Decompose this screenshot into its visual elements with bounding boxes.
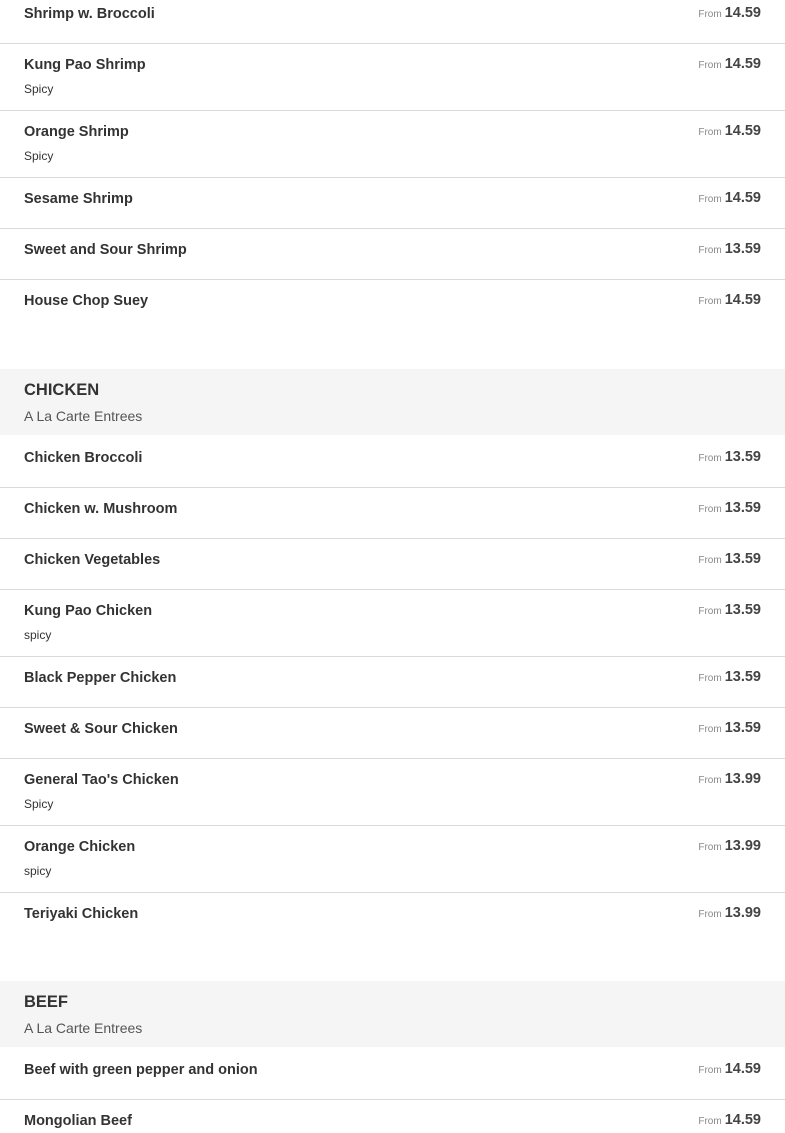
menu-item[interactable] xyxy=(0,590,785,657)
item-price-group xyxy=(698,449,761,467)
from-label: From xyxy=(698,453,722,464)
from-label: From xyxy=(698,1065,722,1076)
item-price: 14.59 xyxy=(724,1061,761,1077)
item-price-group xyxy=(698,241,761,259)
item-price: 14.59 xyxy=(724,1112,761,1128)
item-name: Chicken Vegetables xyxy=(24,552,161,568)
menu-item[interactable] xyxy=(0,111,785,178)
beef-item-list xyxy=(0,1049,785,1133)
item-price: 14.59 xyxy=(724,5,761,21)
chicken-item-list xyxy=(0,437,785,944)
item-price: 14.59 xyxy=(724,123,761,139)
item-price-group xyxy=(698,771,761,789)
menu-item[interactable] xyxy=(0,44,785,111)
from-label: From xyxy=(698,909,722,920)
item-name: Sweet & Sour Chicken xyxy=(24,721,178,737)
item-price: 13.99 xyxy=(724,771,761,787)
menu-item[interactable] xyxy=(0,893,785,944)
item-name: Sweet and Sour Shrimp xyxy=(24,242,187,258)
item-price-group xyxy=(698,1112,761,1130)
item-price-group xyxy=(698,905,761,923)
menu-item[interactable] xyxy=(0,539,785,590)
item-price-group xyxy=(698,669,761,687)
section-title: BEEF xyxy=(24,993,69,1011)
item-price: 13.99 xyxy=(724,838,761,854)
item-description: Spicy xyxy=(24,149,54,163)
item-price-group xyxy=(698,123,761,141)
from-label: From xyxy=(698,9,722,20)
item-name: House Chop Suey xyxy=(24,293,149,309)
item-price-group xyxy=(698,500,761,518)
menu-item[interactable] xyxy=(0,178,785,229)
item-name: General Tao's Chicken xyxy=(24,772,179,788)
item-name: Teriyaki Chicken xyxy=(24,906,139,922)
menu-item[interactable] xyxy=(0,488,785,539)
item-price-group xyxy=(698,56,761,74)
section-header-beef xyxy=(0,981,785,1047)
item-description: Spicy xyxy=(24,797,54,811)
item-price-group xyxy=(698,190,761,208)
item-price: 13.59 xyxy=(724,720,761,736)
item-price-group xyxy=(698,602,761,620)
item-name: Shrimp w. Broccoli xyxy=(24,6,155,22)
from-label: From xyxy=(698,127,722,138)
item-name: Kung Pao Shrimp xyxy=(24,57,146,73)
item-name: Chicken Broccoli xyxy=(24,450,143,466)
section-subtitle: A La Carte Entrees xyxy=(24,408,143,424)
from-label: From xyxy=(698,1116,722,1127)
menu-item[interactable] xyxy=(0,1049,785,1100)
item-name: Sesame Shrimp xyxy=(24,191,133,207)
item-price: 13.59 xyxy=(724,602,761,618)
section-title: CHICKEN xyxy=(24,381,100,399)
item-price: 13.59 xyxy=(724,669,761,685)
from-label: From xyxy=(698,60,722,71)
item-name: Chicken w. Mushroom xyxy=(24,501,178,517)
item-price-group xyxy=(698,5,761,23)
menu-item[interactable] xyxy=(0,280,785,331)
item-price: 13.59 xyxy=(724,241,761,257)
item-price: 13.59 xyxy=(724,449,761,465)
item-name: Orange Chicken xyxy=(24,839,136,855)
from-label: From xyxy=(698,296,722,307)
item-price-group xyxy=(698,720,761,738)
section-subtitle: A La Carte Entrees xyxy=(24,1020,143,1036)
menu-item[interactable] xyxy=(0,437,785,488)
item-price-group xyxy=(698,551,761,569)
item-price-group xyxy=(698,292,761,310)
item-name: Beef with green pepper and onion xyxy=(24,1062,258,1078)
from-label: From xyxy=(698,673,722,684)
item-name: Mongolian Beef xyxy=(24,1113,132,1129)
menu-item[interactable] xyxy=(0,708,785,759)
from-label: From xyxy=(698,606,722,617)
item-price-group xyxy=(698,1061,761,1079)
item-description: Spicy xyxy=(24,82,54,96)
from-label: From xyxy=(698,504,722,515)
from-label: From xyxy=(698,775,722,786)
item-price: 14.59 xyxy=(724,190,761,206)
item-name: Orange Shrimp xyxy=(24,124,129,140)
menu-item[interactable] xyxy=(0,657,785,708)
from-label: From xyxy=(698,555,722,566)
from-label: From xyxy=(698,194,722,205)
menu-item[interactable] xyxy=(0,0,785,44)
menu-item[interactable] xyxy=(0,1100,785,1133)
from-label: From xyxy=(698,245,722,256)
item-description: spicy xyxy=(24,864,52,878)
from-label: From xyxy=(698,724,722,735)
item-price: 13.99 xyxy=(724,905,761,921)
item-price: 14.59 xyxy=(724,56,761,72)
menu-item[interactable] xyxy=(0,759,785,826)
item-price: 13.59 xyxy=(724,551,761,567)
menu-item[interactable] xyxy=(0,229,785,280)
item-price: 14.59 xyxy=(724,292,761,308)
from-label: From xyxy=(698,842,722,853)
item-description: spicy xyxy=(24,628,52,642)
item-name: Kung Pao Chicken xyxy=(24,603,153,619)
item-price-group xyxy=(698,838,761,856)
shrimp-item-list xyxy=(0,0,785,331)
menu-item[interactable] xyxy=(0,826,785,893)
item-name: Black Pepper Chicken xyxy=(24,670,177,686)
item-price: 13.59 xyxy=(724,500,761,516)
section-header-chicken xyxy=(0,369,785,435)
